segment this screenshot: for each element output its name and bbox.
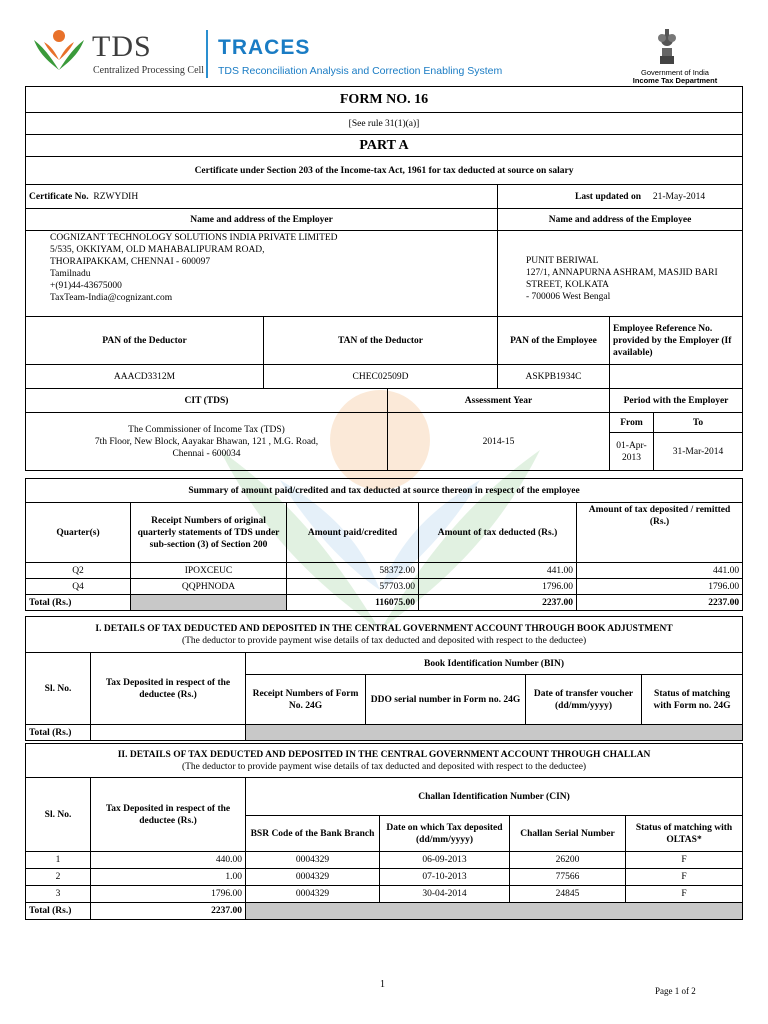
- status-cell: F: [626, 869, 743, 886]
- page-header: [0, 0, 768, 86]
- sl-cell: 1: [26, 852, 91, 869]
- col-tax-deposited: Amount of tax deposited / remitted (Rs.): [577, 503, 743, 563]
- col-sl: Sl. No.: [26, 778, 91, 852]
- amount-cell: 57703.00: [287, 579, 419, 595]
- table-row: [26, 886, 743, 903]
- form-title: FORM NO. 16: [26, 87, 743, 113]
- table-row: [26, 563, 743, 579]
- serial-cell: 26200: [510, 852, 626, 869]
- quarter-cell: Q2: [26, 563, 131, 579]
- cit-address-line: 7th Floor, New Block, Aayakar Bhawan, 121 , M.G. Road,: [94, 436, 319, 447]
- bsr-cell: 0004329: [246, 852, 380, 869]
- col-challan-serial: Challan Serial Number: [510, 816, 626, 852]
- form-header-table: [25, 86, 743, 471]
- employer-line: 5/535, OKKIYAM, OLD MAHABALIPURAM ROAD,: [50, 245, 265, 255]
- tds-logo-icon: [30, 26, 88, 72]
- employer-line: Tamilnadu: [50, 269, 91, 279]
- certificate-label: Certificate No.: [29, 191, 89, 202]
- serial-cell: 77566: [510, 869, 626, 886]
- tax-cell: 1796.00: [91, 886, 246, 903]
- col-sl: Sl. No.: [26, 653, 91, 725]
- page-of-label: Page 1 of 2: [655, 986, 696, 996]
- status-cell: F: [626, 852, 743, 869]
- book-adjustment-table: [25, 616, 743, 741]
- cit-address-line: The Commissioner of Income Tax (TDS): [128, 424, 285, 435]
- last-updated-date: 21-May-2014: [652, 191, 706, 202]
- col-deposit-date: Date on which Tax deposited (dd/mm/yyyy): [380, 816, 510, 852]
- book-subheading: (The deductor to provide payment wise details of tax deducted and deposited with respect to the deductee): [181, 635, 587, 646]
- tax-cell: 1.00: [91, 869, 246, 886]
- from-date: 01-Apr-2013: [610, 433, 654, 471]
- certificate-heading: Certificate under Section 203 of the Income-tax Act, 1961 for tax deducted at source on salary: [26, 157, 743, 185]
- date-cell: 06-09-2013: [380, 852, 510, 869]
- col-ddo: DDO serial number in Form no. 24G: [366, 675, 526, 725]
- bsr-cell: 0004329: [246, 869, 380, 886]
- tds-subtitle: Centralized Processing Cell: [93, 65, 205, 76]
- table-row: [26, 869, 743, 886]
- table-row: [26, 852, 743, 869]
- part-title: PART A: [26, 135, 743, 157]
- challan-heading: II. DETAILS OF TAX DEDUCTED AND DEPOSITED IN THE CENTRAL GOVERNMENT ACCOUNT THROUGH CHALLAN: [117, 749, 651, 760]
- last-updated-label: Last updated on: [575, 191, 641, 202]
- deposited-cell: 1796.00: [577, 579, 743, 595]
- total-label: Total (Rs.): [26, 595, 131, 611]
- total-row: [26, 725, 743, 741]
- employer-heading: Name and address of the Employer: [26, 209, 498, 231]
- employee-line: PUNIT BERIWAL: [526, 256, 599, 266]
- pan-employee-label: PAN of the Employee: [498, 317, 610, 365]
- date-cell: 07-10-2013: [380, 869, 510, 886]
- total-label: Total (Rs.): [26, 903, 91, 920]
- traces-title: TRACES: [218, 36, 311, 59]
- certificate-number: RZWYDIH: [93, 191, 139, 202]
- employer-line: COGNIZANT TECHNOLOGY SOLUTIONS INDIA PRIVATE LIMITED: [50, 233, 338, 243]
- challan-subheading: (The deductor to provide payment wise details of tax deducted and deposited with respect to the deductee): [181, 761, 587, 772]
- deposited-cell: 441.00: [577, 563, 743, 579]
- col-bin: Book Identification Number (BIN): [246, 653, 743, 675]
- book-heading-cell: [26, 617, 743, 653]
- certificate-number-cell: [26, 185, 498, 209]
- employer-line: THORAIPAKKAM, CHENNAI - 600097: [50, 257, 211, 267]
- cit-label: CIT (TDS): [26, 389, 388, 413]
- col-receipt-24g: Receipt Numbers of Form No. 24G: [246, 675, 366, 725]
- pan-deductor-label: PAN of the Deductor: [26, 317, 264, 365]
- to-label: To: [654, 413, 743, 433]
- total-deposited: 2237.00: [577, 595, 743, 611]
- employer-address: [26, 231, 498, 317]
- to-date: 31-Mar-2014: [654, 433, 743, 471]
- col-quarter: Quarter(s): [26, 503, 131, 563]
- total-amount: 116075.00: [287, 595, 419, 611]
- col-tax: Tax Deposited in respect of the deductee (Rs.): [91, 653, 246, 725]
- quarter-cell: Q4: [26, 579, 131, 595]
- col-match-status: Status of matching with Form no. 24G: [642, 675, 743, 725]
- status-cell: F: [626, 886, 743, 903]
- deducted-cell: 1796.00: [419, 579, 577, 595]
- tax-cell: 440.00: [91, 852, 246, 869]
- goi-line2: Income Tax Department: [632, 76, 718, 85]
- grey-cell: [246, 725, 743, 741]
- total-label: Total (Rs.): [26, 725, 91, 741]
- sl-cell: 3: [26, 886, 91, 903]
- tds-title: TDS: [92, 30, 152, 63]
- goi-line1: Government of India: [641, 68, 709, 77]
- col-cin: Challan Identification Number (CIN): [246, 778, 743, 816]
- traces-subtitle: TDS Reconciliation Analysis and Correction Enabling System: [218, 65, 503, 77]
- total-row: [26, 903, 743, 920]
- challan-heading-cell: [26, 744, 743, 778]
- last-updated-cell: [498, 185, 743, 209]
- header-divider: [206, 30, 208, 78]
- col-oltas-status: Status of matching with OLTAS*: [626, 816, 743, 852]
- book-heading: I. DETAILS OF TAX DEDUCTED AND DEPOSITED IN THE CENTRAL GOVERNMENT ACCOUNT THROUGH BOOK ADJUSTMENT: [95, 623, 673, 634]
- col-tax-deducted: Amount of tax deducted (Rs.): [419, 503, 577, 563]
- pan-deductor-value: AAACD3312M: [26, 365, 264, 389]
- receipt-cell: IPOXCEUC: [131, 563, 287, 579]
- assessment-year-value: 2014-15: [388, 413, 610, 471]
- national-emblem-icon: [656, 26, 678, 66]
- bsr-cell: 0004329: [246, 886, 380, 903]
- period-label: Period with the Employer: [610, 389, 743, 413]
- tan-deductor-label: TAN of the Deductor: [264, 317, 498, 365]
- deducted-cell: 441.00: [419, 563, 577, 579]
- summary-table: [25, 478, 743, 611]
- total-tax: 2237.00: [91, 903, 246, 920]
- employee-heading: Name and address of the Employee: [498, 209, 743, 231]
- col-tax: Tax Deposited in respect of the deductee (Rs.): [91, 778, 246, 852]
- employer-line: TaxTeam-India@cognizant.com: [50, 293, 173, 303]
- government-of-india-label: [600, 69, 750, 85]
- assessment-year-label: Assessment Year: [388, 389, 610, 413]
- total-deducted: 2237.00: [419, 595, 577, 611]
- col-receipt: Receipt Numbers of original quarterly statements of TDS under sub-section (3) of Section 200: [131, 503, 287, 563]
- employee-line: - 700006 West Bengal: [526, 292, 611, 302]
- page-number: 1: [380, 979, 385, 990]
- employer-line: +(91)44-43675000: [50, 281, 122, 291]
- total-row: [26, 595, 743, 611]
- summary-heading: Summary of amount paid/credited and tax deducted at source thereon in respect of the employee: [26, 479, 743, 503]
- total-value: [91, 725, 246, 741]
- date-cell: 30-04-2014: [380, 886, 510, 903]
- sl-cell: 2: [26, 869, 91, 886]
- col-transfer-date: Date of transfer voucher (dd/mm/yyyy): [526, 675, 642, 725]
- grey-cell: [246, 903, 743, 920]
- pan-employee-value: ASKPB1934C: [498, 365, 610, 389]
- serial-cell: 24845: [510, 886, 626, 903]
- employee-line: 127/1, ANNAPURNA ASHRAM, MASJID BARI STREET, KOLKATA: [526, 268, 718, 290]
- form-rule: [See rule 31(1)(a)]: [26, 113, 743, 135]
- employee-ref-value: [610, 365, 743, 389]
- col-amount: Amount paid/credited: [287, 503, 419, 563]
- tan-deductor-value: CHEC02509D: [264, 365, 498, 389]
- cit-address: [26, 413, 388, 471]
- cit-address-line: Chennai - 600034: [172, 448, 241, 459]
- table-row: [26, 579, 743, 595]
- amount-cell: 58372.00: [287, 563, 419, 579]
- employee-address: [498, 231, 743, 317]
- col-bsr: BSR Code of the Bank Branch: [246, 816, 380, 852]
- from-label: From: [610, 413, 654, 433]
- challan-table: [25, 743, 743, 920]
- receipt-cell: QQPHNODA: [131, 579, 287, 595]
- grey-cell: [131, 595, 287, 611]
- employee-ref-label: Employee Reference No. provided by the Employer (If available): [610, 317, 743, 365]
